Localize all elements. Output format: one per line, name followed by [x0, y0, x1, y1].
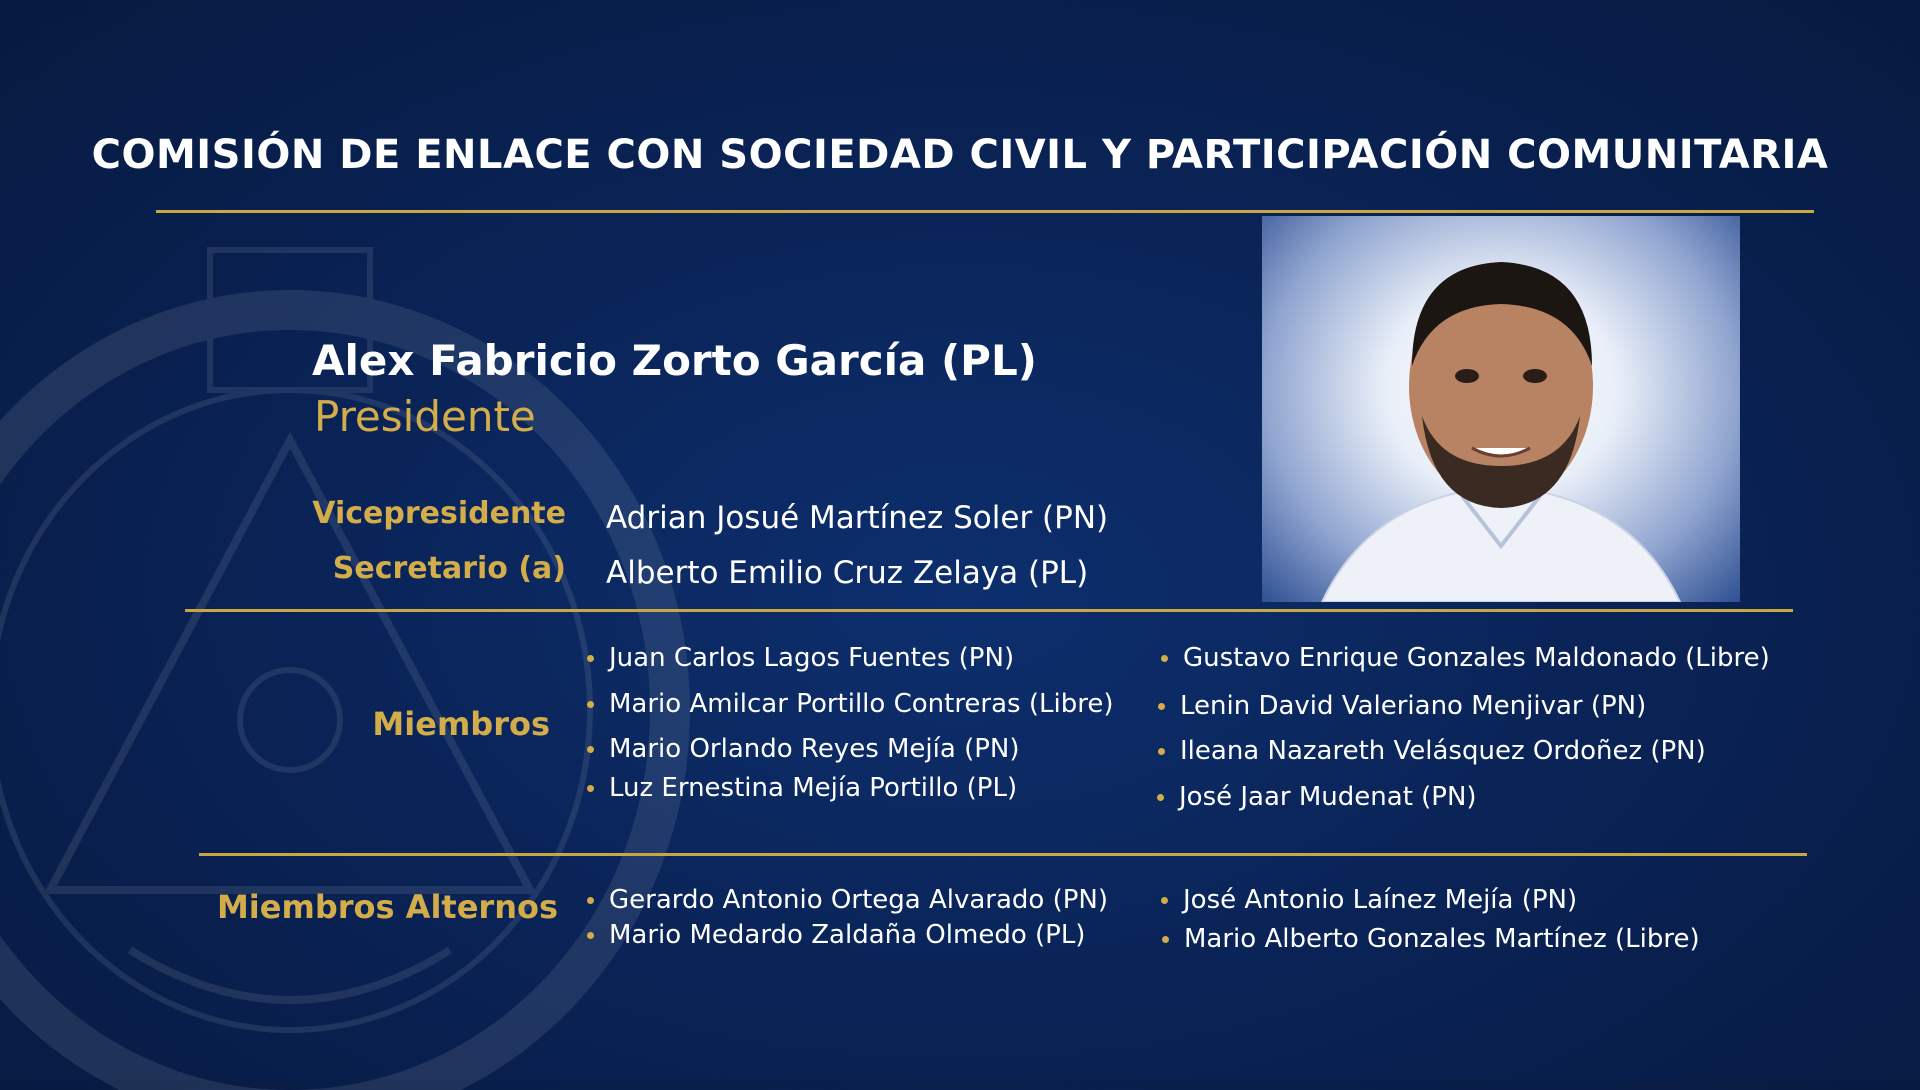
members-divider: [199, 853, 1807, 856]
page-title: COMISIÓN DE ENLACE CON SOCIEDAD CIVIL Y PARTICIPACIÓN COMUNITARIA: [91, 132, 1829, 178]
honduras-seal-watermark: [0, 190, 700, 1090]
alternate-member-item: Gerardo Antonio Ortega Alvarado (PN): [609, 885, 1109, 915]
member-item: Mario Amilcar Portillo Contreras (Libre): [609, 689, 1114, 719]
vicepresident-label: Vicepresidente: [312, 496, 566, 531]
member-item: Juan Carlos Lagos Fuentes (PN): [609, 643, 1015, 673]
member-item: Ileana Nazareth Velásquez Ordoñez (PN): [1180, 736, 1706, 766]
alternate-member-item: Mario Alberto Gonzales Martínez (Libre): [1184, 924, 1700, 954]
member-item: Luz Ernestina Mejía Portillo (PL): [609, 773, 1018, 803]
member-item: Mario Orlando Reyes Mejía (PN): [609, 734, 1020, 764]
member-item: José Jaar Mudenat (PN): [1179, 782, 1477, 812]
alternates-label: Miembros Alternos: [216, 888, 558, 926]
alternate-member-item: José Antonio Laínez Mejía (PN): [1183, 885, 1578, 915]
portrait-illustration: [1262, 216, 1740, 602]
members-label: Miembros: [372, 705, 550, 743]
alternate-member-item: Mario Medardo Zaldaña Olmedo (PL): [609, 920, 1086, 950]
president-name: Alex Fabricio Zorto García (PL): [312, 336, 1037, 385]
president-role: Presidente: [314, 392, 536, 441]
vicepresident-name: Adrian Josué Martínez Soler (PN): [606, 500, 1109, 536]
secretary-label: Secretario (a): [332, 551, 566, 586]
member-item: Gustavo Enrique Gonzales Maldonado (Libre): [1183, 643, 1770, 673]
member-item: Lenin David Valeriano Menjivar (PN): [1180, 691, 1647, 721]
title-divider: [156, 210, 1814, 213]
president-portrait: [1262, 216, 1740, 602]
secretary-name: Alberto Emilio Cruz Zelaya (PL): [606, 555, 1089, 591]
officers-divider: [185, 609, 1793, 612]
